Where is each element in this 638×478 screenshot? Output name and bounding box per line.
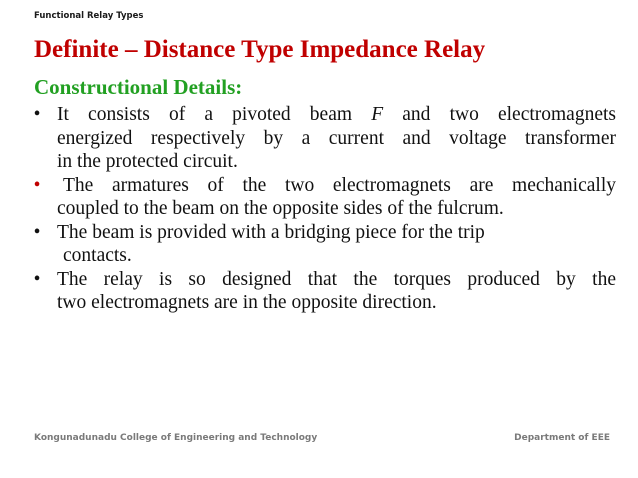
footer-department: Department of EEE <box>514 433 610 443</box>
bullet-item <box>30 268 616 315</box>
bullet-icon: • <box>33 174 41 196</box>
bullet-list <box>30 103 616 315</box>
beam-symbol: F <box>371 104 384 125</box>
bullet-item <box>30 221 616 268</box>
bullet-line: The beam is provided with a bridging piece for the trip <box>57 221 485 243</box>
bullet-icon: • <box>33 268 41 290</box>
section-label: Functional Relay Types <box>34 11 144 21</box>
bullet-line: The relay is so designed that the torques produced by the <box>57 268 616 290</box>
bullet-line: The armatures of the two electromagnets are mechanically <box>63 174 616 196</box>
slide-title: Definite – Distance Type Impedance Relay <box>34 36 486 63</box>
bullet-item <box>30 174 616 221</box>
bullet-line: coupled to the beam on the opposite sides of the fulcrum. <box>57 198 504 219</box>
bullet-icon: • <box>33 104 41 125</box>
bullet-line: It consists of a pivoted beam F and two electromagnets <box>57 104 616 125</box>
bullet-line: contacts. <box>63 245 132 266</box>
footer-institution: Kongunadunadu College of Engineering and Technology <box>34 433 318 443</box>
bullet-line: in the protected circuit. <box>57 151 238 172</box>
slide-subtitle: Constructional Details: <box>34 75 243 99</box>
bullet-icon: • <box>33 221 41 243</box>
bullet-line: two electromagnets are in the opposite direction. <box>57 292 437 313</box>
bullet-line: energized respectively by a current and voltage transformer <box>57 127 616 149</box>
bullet-item <box>30 103 616 174</box>
